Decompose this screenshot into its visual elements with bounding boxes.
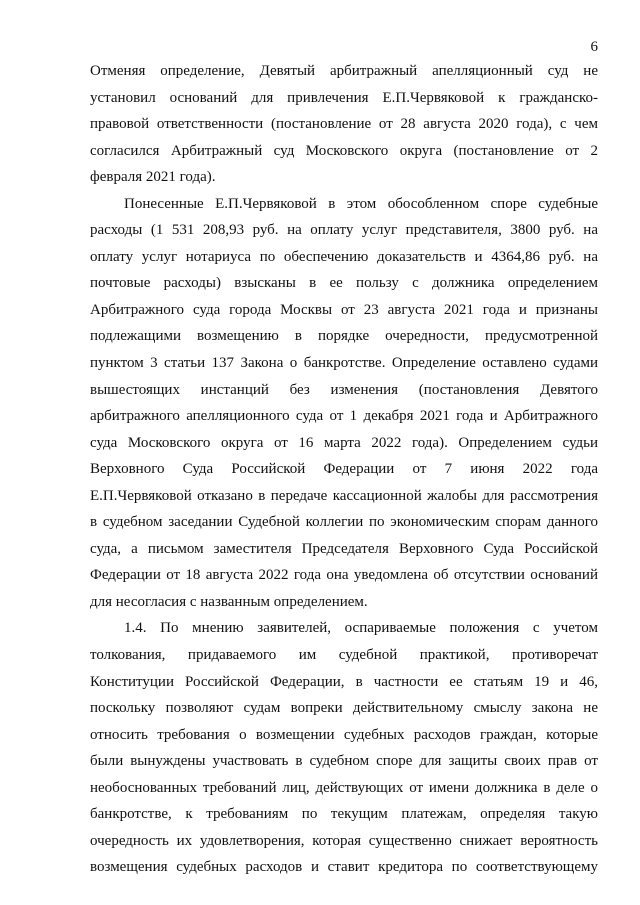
- text-line: толкования, придаваемого им судебной практикой, противоречат: [90, 647, 598, 664]
- text-line: вышестоящих инстанций без изменения (постановления Девятого: [90, 381, 598, 398]
- text-line: Конституции Российской Федерации, в частности ее статьям 19 и 46,: [90, 673, 598, 690]
- text-line: банкротстве, к требованиям по текущим платежам, определяя такую: [90, 806, 598, 823]
- text-line: Отменяя определение, Девятый арбитражный апелляционный суд не: [90, 63, 598, 79]
- text-line: поскольку позволяют судам вопреки действительному смыслу закона не: [90, 700, 598, 717]
- text-line: 1.4. По мнению заявителей, оспариваемые положения с учетом: [124, 620, 598, 637]
- text-line: возмещения судебных расходов и ставит кредитора по соответствующему: [90, 859, 598, 876]
- page-number: 6: [590, 39, 598, 55]
- text-line: суда, а письмом заместителя Председателя Верховного Суда Российской: [90, 540, 598, 557]
- text-line: Верховного Суда Российской Федерации от 7 июня 2022 года: [90, 461, 598, 478]
- text-line: в судебном заседании Судебной коллегии по экономическим спорам данного: [90, 514, 598, 531]
- text-line: расходы (1 531 208,93 руб. на оплату услуг представителя, 3800 руб. на: [90, 222, 598, 239]
- text-line: арбитражного апелляционного суда от 1 декабря 2021 года и Арбитражного: [90, 408, 598, 425]
- text-line: для несогласия с названным определением.: [90, 593, 368, 610]
- text-line: Понесенные Е.П.Червяковой в этом обособленном споре судебные: [124, 195, 598, 212]
- text-line: почтовые расходы) взысканы в ее пользу с должника определением: [90, 275, 598, 292]
- text-line: относить требования о возмещении судебных расходов граждан, которые: [90, 726, 598, 743]
- text-line: правовой ответственности (постановление от 28 августа 2020 года), с чем: [90, 116, 598, 133]
- text-line: установил оснований для привлечения Е.П.Червяковой к гражданско-: [90, 89, 598, 106]
- text-line: оплату услуг нотариуса по обеспечению доказательств и 4364,86 руб. на: [90, 248, 598, 265]
- paragraph: [90, 191, 598, 616]
- text-line: февраля 2021 года).: [90, 169, 216, 186]
- paragraph: [90, 615, 598, 880]
- text-line: суда Московского округа от 16 марта 2022 года). Определением судьи: [90, 434, 598, 451]
- text-line: необоснованных требований лиц, действующих от имени должника в деле о: [90, 779, 598, 796]
- text-line: согласился Арбитражный суд Московского округа (постановление от 2: [90, 142, 598, 159]
- paragraph: [90, 58, 598, 191]
- text-line: пунктом 3 статьи 137 Закона о банкротстве. Определение оставлено судами: [90, 355, 598, 372]
- text-line: Е.П.Червяковой отказано в передаче кассационной жалобы для рассмотрения: [90, 487, 598, 504]
- text-line: подлежащими возмещению в порядке очередности, предусмотренной: [90, 328, 598, 345]
- document-body: [90, 58, 598, 881]
- text-line: Федерации от 18 августа 2022 года она уведомлена об отсутствии оснований: [90, 567, 598, 584]
- text-line: Арбитражного суда города Москвы от 23 августа 2021 года и признаны: [90, 301, 598, 318]
- text-line: очередность их удовлетворения, которая существенно снижает вероятность: [90, 832, 598, 849]
- text-line: были вынуждены участвовать в судебном споре для защиты своих прав от: [90, 753, 598, 770]
